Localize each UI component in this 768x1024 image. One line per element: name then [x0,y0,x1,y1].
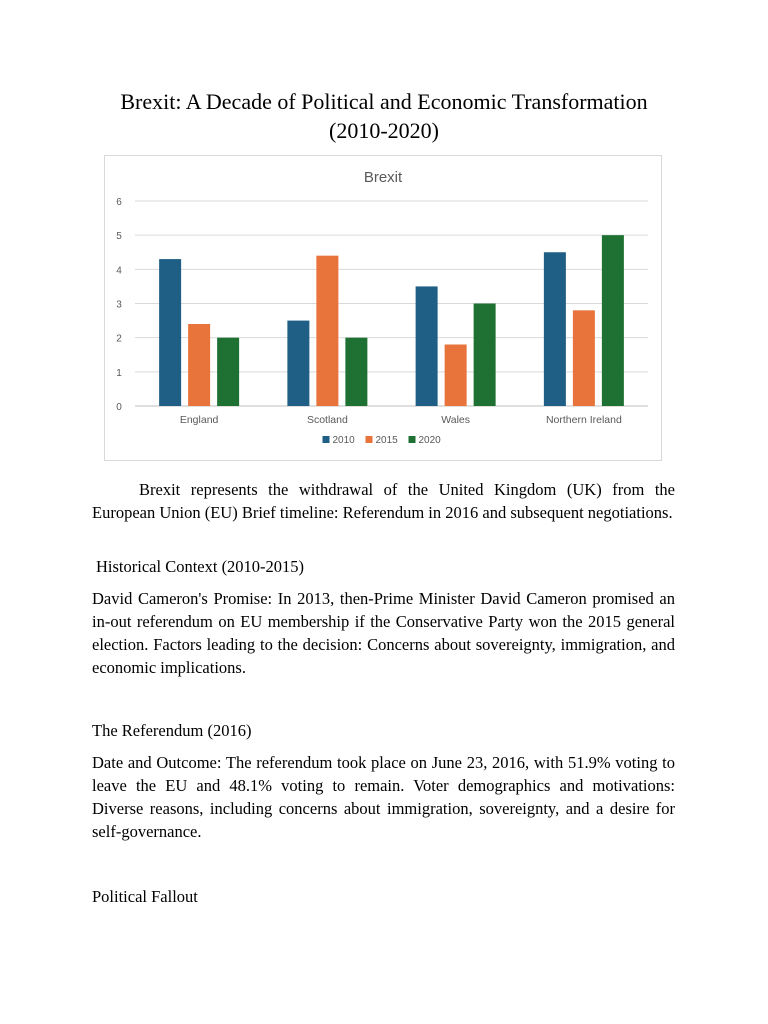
bar-2015-northern-ireland [573,310,595,406]
y-tick-label: 1 [116,367,122,379]
heading-historical-context: Historical Context (2010-2015) [96,557,305,576]
bar-2010-northern-ireland [544,252,566,406]
x-tick-label: England [179,414,219,426]
chart-svg [105,156,661,460]
bar-2010-scotland [287,321,309,406]
bar-2010-england [159,259,181,406]
x-tick-label: Northern Ireland [545,414,622,426]
bar-2015-scotland [316,256,338,406]
y-tick-label: 4 [116,265,122,277]
x-tick-label: Wales [441,414,471,426]
heading-referendum: The Referendum (2016) [92,721,252,740]
bar-2015-england [188,324,210,406]
legend-label-2020: 2020 [418,435,441,446]
bar-2020-england [217,338,239,406]
y-tick-label: 0 [116,402,122,413]
historical-context-paragraph: David Cameron's Promise: In 2013, then-Prime Minister David Cameron promised an in-out referendum on EU membership if the Conservative Party won the 2015 general election. Factors leading to the decision: Concerns about sovereignty, immigration, and economic implications. [92,589,675,677]
y-tick-label: 6 [116,197,122,208]
legend-swatch-2010 [323,436,330,443]
legend-label-2015: 2015 [375,435,398,446]
title-line-1: Brexit: A Decade of Political and Economic Transformation [120,89,648,114]
bar-2015-wales [445,345,467,407]
title-line-2: (2010-2020) [329,118,439,143]
y-tick-label: 2 [116,333,122,345]
legend-label-2010: 2010 [332,435,355,446]
x-tick-label: Scotland [306,414,348,426]
intro-paragraph: Brexit represents the withdrawal of the United Kingdom (UK) from the European Union (EU) Brief timeline: Referendum in 2016 and subsequent negotiations. [92,480,675,522]
chart-title: Brexit [363,169,403,186]
y-tick-label: 3 [116,299,122,311]
y-tick-label: 5 [116,231,122,243]
document-title [90,87,678,145]
legend-swatch-2015 [366,436,373,443]
brexit-chart [104,155,662,461]
legend-swatch-2020 [409,436,416,443]
referendum-paragraph: Date and Outcome: The referendum took place on June 23, 2016, with 51.9% voting to leave the EU and 48.1% voting to remain. Voter demographics and motivations: Diverse reasons, including concerns about immigration, sovereignty, and a desire for self-governance. [92,753,675,841]
bar-2020-northern-ireland [602,235,624,406]
bar-2010-wales [416,286,438,406]
bar-2020-wales [474,304,496,407]
bar-2020-scotland [345,338,367,406]
heading-political-fallout: Political Fallout [92,887,198,906]
